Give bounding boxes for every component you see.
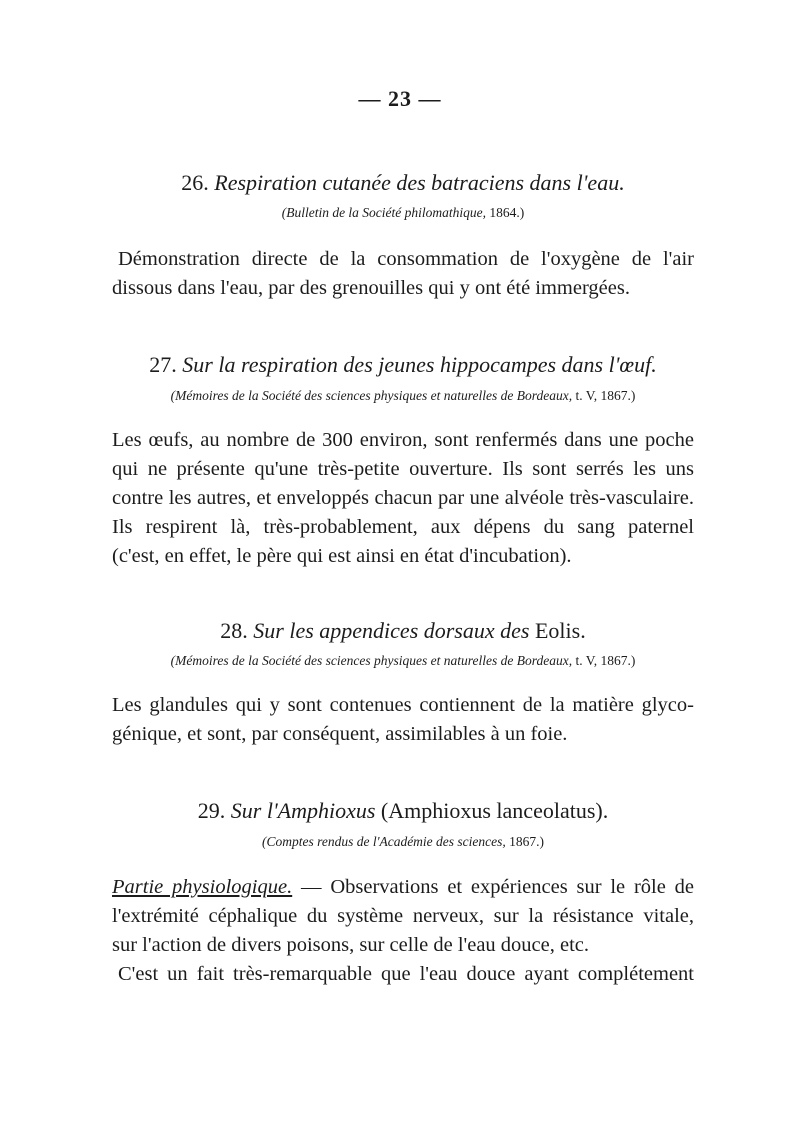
body-line: génique, et sont, par conséquent, assimilables à un foie.	[112, 723, 568, 745]
section-27-heading	[112, 350, 694, 380]
section-26-source	[112, 203, 694, 223]
section-29-source	[112, 832, 694, 852]
body-line: contre les autres, et enveloppés chacun par une alvéole très-vasculaire.	[112, 487, 694, 509]
source-citation: (Mémoires de la Société des sciences physiques et naturelles de Bordeaux,	[170, 388, 573, 403]
body-line: Ils respirent là, très-probablement, aux dépens du sang paternel	[112, 516, 694, 538]
section-26-body	[112, 245, 694, 303]
body-line: Démonstration directe de la consommation de l'oxygène de l'air	[118, 248, 694, 270]
section-28-body	[112, 691, 694, 749]
section-28-source	[112, 651, 694, 671]
body-line: qui ne présente qu'une très-petite ouverture. Ils sont serrés les uns	[112, 458, 694, 480]
lead-phrase: Partie physiologique.	[112, 876, 293, 898]
section-29-heading	[112, 796, 694, 826]
section-title: Respiration cutanée des batraciens dans l'eau.	[214, 170, 625, 195]
body-line: Les œufs, au nombre de 300 environ, sont renfermés dans une poche	[112, 429, 694, 451]
body-line: dissous dans l'eau, par des grenouilles qui y ont été immergées.	[112, 277, 630, 299]
source-year: t. V, 1867.)	[575, 653, 636, 668]
section-title: Sur l'Amphioxus	[230, 798, 376, 823]
body-line: l'extrémité céphalique du système nerveux, sur la résistance vitale,	[112, 905, 694, 927]
source-year: t. V, 1867.)	[575, 388, 636, 403]
source-citation: (Mémoires de la Société des sciences physiques et naturelles de Bordeaux,	[170, 653, 573, 668]
section-27-body	[112, 426, 694, 571]
body-line	[112, 873, 694, 902]
body-line: Les glandules qui y sont contenues contiennent de la matière glyco-	[112, 694, 694, 716]
page-number: — 23 —	[358, 86, 442, 111]
body-line: sur l'action de divers poisons, sur celle de l'eau douce, etc.	[112, 934, 590, 956]
section-26-heading	[112, 168, 694, 198]
section-29-body	[112, 873, 694, 989]
body-line: (c'est, en effet, le père qui est ainsi en état d'incubation).	[112, 545, 572, 567]
section-title: Sur la respiration des jeunes hippocampes dans l'œuf.	[182, 352, 657, 377]
body-line-text: — Observations et expériences sur le rôle de	[301, 876, 694, 898]
body-line: C'est un fait très-remarquable que l'eau douce ayant complétement	[118, 963, 694, 985]
section-title-roman: Eolis.	[534, 618, 586, 643]
section-title: Sur les appendices dorsaux des	[253, 618, 530, 643]
source-year: 1867.)	[509, 834, 545, 849]
section-number: 26.	[181, 170, 209, 195]
section-number: 28.	[220, 618, 248, 643]
section-number: 29.	[197, 798, 226, 823]
section-title-roman: (Amphioxus lanceolatus).	[380, 798, 609, 823]
section-number: 27.	[149, 352, 177, 377]
source-citation: (Comptes rendus de l'Académie des sciences,	[261, 834, 506, 849]
section-28-heading	[112, 616, 694, 646]
source-year: 1864.)	[489, 205, 525, 220]
section-27-source	[112, 386, 694, 406]
source-citation: (Bulletin de la Société philomathique,	[281, 205, 487, 220]
